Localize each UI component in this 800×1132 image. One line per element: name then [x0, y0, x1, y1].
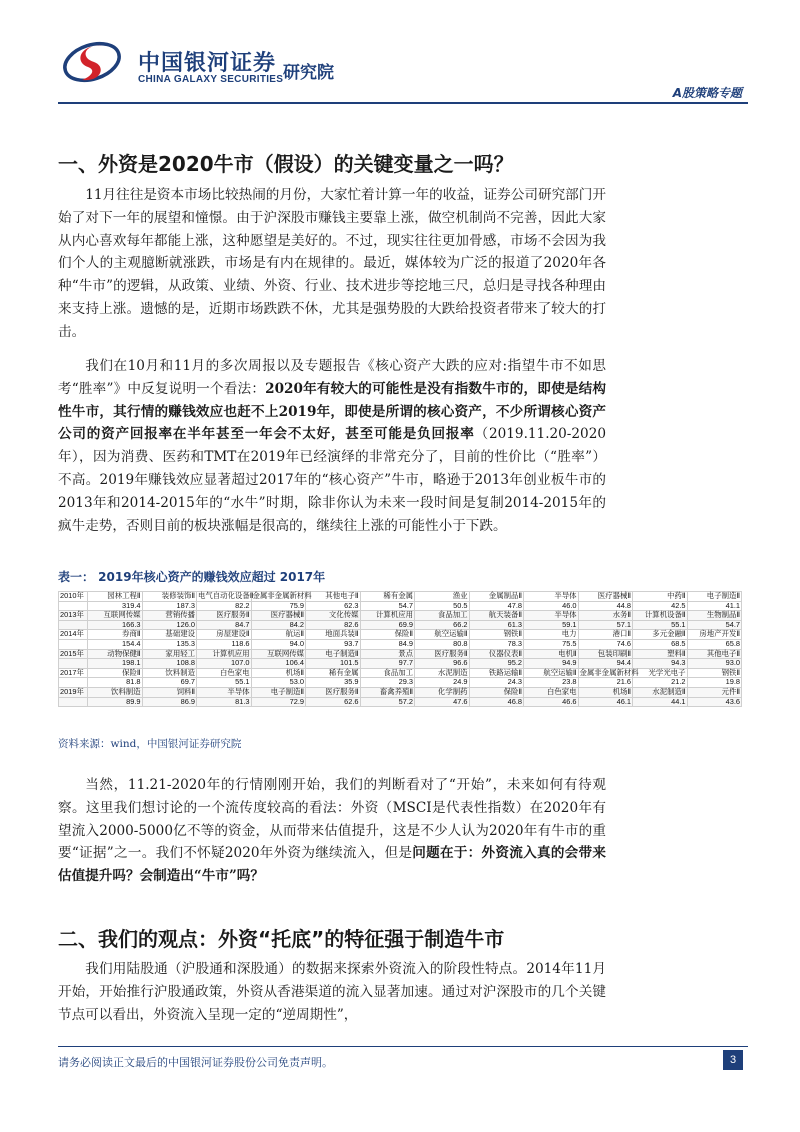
return-value-cell: 21.6 — [578, 678, 633, 688]
table-row-names — [59, 592, 742, 602]
section-1-heading: 一、外资是2020牛市（假设）的关键变量之一吗？ — [58, 152, 514, 176]
industry-name-cell: 白色家电 — [197, 668, 252, 678]
company-logo — [62, 38, 132, 88]
paragraph-4: 我们用陆股通（沪股通和深股通）的数据来探索外资流入的阶段性特点。2014年11月开始，开始推行沪股通政策，外资从香港渠道的流入显著加速。通过对沪深股市的几个关键节点可以看出，外资流入呈现一定的“逆周期性”， — [58, 961, 606, 1023]
return-value-cell: 68.5 — [633, 639, 688, 649]
return-value-cell: 46.8 — [469, 697, 524, 707]
industry-name-cell: 航空运输Ⅱ — [415, 630, 470, 640]
industry-name-cell: 金属非金属新材料 — [579, 667, 639, 677]
return-value-cell: 89.9 — [88, 697, 143, 707]
industry-name-cell: 畜禽养殖Ⅱ — [360, 687, 415, 697]
return-value-cell: 57.1 — [578, 620, 633, 630]
footer-divider — [58, 1046, 748, 1047]
year-cell: 2013年 — [59, 611, 88, 621]
return-value-cell: 59.1 — [524, 620, 579, 630]
return-value-cell: 46.6 — [524, 697, 579, 707]
return-value-cell: 75.9 — [251, 601, 306, 611]
industry-name-cell: 仪器仪表Ⅱ — [469, 649, 524, 659]
table-row-values — [59, 697, 742, 707]
return-value-cell: 74.6 — [578, 639, 633, 649]
empty-cell — [59, 639, 88, 649]
year-cell: 2014年 — [59, 630, 88, 640]
return-value-cell: 108.8 — [142, 659, 197, 669]
return-value-cell: 95.2 — [469, 659, 524, 669]
industry-name-cell: 饮料制造 — [142, 668, 197, 678]
return-value-cell: 43.6 — [687, 697, 742, 707]
industry-name-cell: 半导体 — [524, 592, 579, 602]
industry-name-cell: 钢铁Ⅱ — [687, 668, 742, 678]
industry-name-cell: 食品加工 — [415, 611, 470, 621]
paragraph-2-intro: 我们在10月和11月的多次周报以及专题报告《核心资产大跌的应对:指望牛市不如思考“胜率”》中反复说明一个看法： — [58, 358, 606, 397]
return-value-cell: 106.4 — [251, 659, 306, 669]
return-value-cell: 65.8 — [687, 639, 742, 649]
industry-name-cell: 电子制造Ⅱ — [306, 649, 361, 659]
industry-name-cell: 计算机应用 — [197, 649, 252, 659]
industry-name-cell: 包装印刷Ⅱ — [578, 649, 633, 659]
industry-name-cell: 航空运输Ⅱ — [524, 668, 579, 678]
return-value-cell: 72.9 — [251, 697, 306, 707]
return-value-cell: 187.3 — [142, 601, 197, 611]
industry-name-cell: 文化传媒 — [306, 611, 361, 621]
return-value-cell: 66.2 — [415, 620, 470, 630]
return-value-cell: 84.9 — [360, 639, 415, 649]
industry-name-cell: 电气自动化设备Ⅱ — [198, 591, 254, 600]
industry-name-cell: 水泥制造Ⅱ — [633, 687, 688, 697]
return-value-cell: 107.0 — [197, 659, 252, 669]
return-value-cell: 61.3 — [469, 620, 524, 630]
return-value-cell: 80.8 — [415, 639, 470, 649]
industry-name-cell: 电力 — [524, 630, 579, 640]
paragraph-3-bold: 问题在于：外资流入真的会带来估值提升吗？会制造出“牛市”吗？ — [58, 845, 606, 885]
table-row-values — [59, 678, 742, 688]
return-value-cell: 319.4 — [88, 601, 143, 611]
industry-name-cell: 计算机应用 — [360, 611, 415, 621]
paragraph-2-rest: （2019.11.20-2020年），因为消费、医药和TMT在2019年已经演绎的非常充分了，目前的性价比（“胜率”）不高。2019年赚钱效应显著超过2017年的“核心资产”牛市，略逊于2013年创业板牛市的2013年和2014-2015年的“水牛”时期，除非你认为未来一段时间是复制2014-2015年的疯牛走势，否则目前的板块涨幅是很高的，继续往上涨的可能性小于下跌。 — [58, 426, 606, 534]
return-value-cell: 55.1 — [197, 678, 252, 688]
industry-name-cell: 医疗服务Ⅱ — [306, 687, 361, 697]
return-value-cell: 84.7 — [197, 620, 252, 630]
returns-table — [58, 591, 742, 707]
return-value-cell: 94.9 — [524, 659, 579, 669]
industry-name-cell: 保险Ⅱ — [469, 687, 524, 697]
return-value-cell: 94.4 — [578, 659, 633, 669]
paragraph-2-bold: 2020年有较大的可能性是没有指数牛市的，即使是结构性牛市，其行情的赚钱效应也赶不上2019年，即使是所谓的核心资产，不少所谓核心资产公司的资产回报率在半年甚至一年会不太好，甚至可能是负回报率 — [58, 380, 606, 443]
industry-name-cell: 券商Ⅱ — [88, 630, 143, 640]
industry-name-cell: 稀有金属 — [306, 668, 361, 678]
return-value-cell: 93.7 — [306, 639, 361, 649]
year-cell: 2010年 — [59, 592, 88, 602]
industry-name-cell: 电子制造Ⅱ — [687, 592, 742, 602]
table-source: 资料来源：wind，中国银河证券研究院 — [58, 738, 242, 750]
industry-name-cell: 园林工程Ⅱ — [88, 592, 143, 602]
return-value-cell: 86.9 — [142, 697, 197, 707]
return-value-cell: 57.2 — [360, 697, 415, 707]
return-value-cell: 135.3 — [142, 639, 197, 649]
return-value-cell: 46.1 — [578, 697, 633, 707]
industry-name-cell: 多元金融Ⅱ — [633, 630, 688, 640]
return-value-cell: 96.6 — [415, 659, 470, 669]
return-value-cell: 44.1 — [633, 697, 688, 707]
industry-name-cell: 铁路运输Ⅱ — [469, 668, 524, 678]
industry-name-cell: 景点 — [360, 649, 415, 659]
industry-name-cell: 机场Ⅱ — [251, 668, 306, 678]
industry-name-cell: 渔业 — [415, 592, 470, 602]
table-row-names — [59, 687, 742, 697]
return-value-cell: 94.3 — [633, 659, 688, 669]
industry-name-cell: 饲料Ⅱ — [142, 687, 197, 697]
paragraph-3-intro: 当然，11.21-2020年的行情刚刚开始，我们的判断看对了“开始”，未来如何有待观察。这里我们想讨论的一个流传度较高的看法：外资（MSCI是代表性指数）在2020年有望流入2000-5000亿不等的资金，从而带来估值提升，这是不少人认为2020年有牛市的重要“证据”之一。我们不怀疑2020年外资为继续流入，但是 — [58, 777, 606, 862]
return-value-cell: 62.3 — [306, 601, 361, 611]
industry-name-cell: 半导体 — [197, 687, 252, 697]
table-row-names — [59, 611, 742, 621]
return-value-cell: 198.1 — [88, 659, 143, 669]
return-value-cell: 21.2 — [633, 678, 688, 688]
year-cell: 2015年 — [59, 649, 88, 659]
industry-name-cell: 光学光电子 — [633, 668, 688, 678]
return-value-cell: 54.7 — [687, 620, 742, 630]
industry-name-cell: 白色家电 — [524, 687, 579, 697]
report-type-label: A股策略专题 — [672, 86, 742, 100]
industry-name-cell: 其他电子Ⅱ — [687, 649, 742, 659]
industry-name-cell: 中药Ⅱ — [633, 592, 688, 602]
return-value-cell: 29.3 — [360, 678, 415, 688]
return-value-cell: 81.8 — [88, 678, 143, 688]
industry-name-cell: 金属非金属新材料 — [252, 591, 312, 600]
return-value-cell: 69.7 — [142, 678, 197, 688]
year-cell: 2017年 — [59, 668, 88, 678]
industry-name-cell: 航运Ⅱ — [251, 630, 306, 640]
return-value-cell: 44.8 — [578, 601, 633, 611]
industry-name-cell: 计算机设备Ⅱ — [633, 611, 688, 621]
core-asset-returns-table — [58, 591, 742, 707]
return-value-cell: 54.7 — [360, 601, 415, 611]
industry-name-cell: 生物制品Ⅱ — [687, 611, 742, 621]
industry-name-cell: 元件Ⅱ — [687, 687, 742, 697]
return-value-cell: 94.0 — [251, 639, 306, 649]
industry-name-cell: 互联网传媒 — [88, 611, 143, 621]
return-value-cell: 118.6 — [197, 639, 252, 649]
industry-name-cell: 港口Ⅱ — [578, 630, 633, 640]
industry-name-cell: 动物保健Ⅱ — [88, 649, 143, 659]
empty-cell — [59, 697, 88, 707]
industry-name-cell: 电子制造Ⅱ — [251, 687, 306, 697]
return-value-cell: 19.8 — [687, 678, 742, 688]
return-value-cell: 166.3 — [88, 620, 143, 630]
return-value-cell: 47.8 — [469, 601, 524, 611]
return-value-cell: 46.0 — [524, 601, 579, 611]
industry-name-cell: 房屋建设Ⅱ — [197, 630, 252, 640]
industry-name-cell: 医疗服务Ⅱ — [197, 611, 252, 621]
brand-name-en: CHINA GALAXY SECURITIES — [138, 74, 284, 85]
galaxy-logo-icon — [62, 38, 132, 88]
paragraph-3 — [58, 774, 606, 888]
return-value-cell: 82.6 — [306, 620, 361, 630]
industry-name-cell: 医疗器械Ⅱ — [251, 611, 306, 621]
return-value-cell: 78.3 — [469, 639, 524, 649]
return-value-cell: 47.6 — [415, 697, 470, 707]
industry-name-cell: 基础建设 — [142, 630, 197, 640]
industry-name-cell: 医疗器械Ⅱ — [578, 592, 633, 602]
industry-name-cell: 饮料制造 — [88, 687, 143, 697]
industry-name-cell: 营销传播 — [142, 611, 197, 621]
page-number: 3 — [723, 1050, 743, 1070]
industry-name-cell: 机场Ⅱ — [578, 687, 633, 697]
table-row-values — [59, 659, 742, 669]
return-value-cell: 24.9 — [415, 678, 470, 688]
industry-name-cell: 食品加工 — [360, 668, 415, 678]
return-value-cell: 75.5 — [524, 639, 579, 649]
industry-name-cell: 钢铁Ⅱ — [469, 630, 524, 640]
brand-subtitle: 研究院 — [283, 63, 334, 83]
industry-name-cell: 其他电子Ⅱ — [306, 592, 361, 602]
return-value-cell: 42.5 — [633, 601, 688, 611]
industry-name-cell: 水务Ⅱ — [578, 611, 633, 621]
return-value-cell: 62.6 — [306, 697, 361, 707]
return-value-cell: 53.0 — [251, 678, 306, 688]
section-2-heading: 二、我们的观点：外资“托底”的特征强于制造牛市 — [58, 927, 505, 951]
return-value-cell: 97.7 — [360, 659, 415, 669]
empty-cell — [59, 678, 88, 688]
paragraph-1: 11月往往是资本市场比较热闹的月份，大家忙着计算一年的收益，证券公司研究部门开始了对下一年的展望和憧憬。由于沪深股市赚钱主要靠上涨，做空机制尚不完善，因此大家从内心喜欢每年都能上涨，这种愿望是美好的。不过，现实往往更加骨感，市场不会因为我们个人的主观臆断就涨跌，市场是有内在规律的。最近，媒体较为广泛的报道了2020年各种“牛市”的逻辑，从政策、业绩、外资、行业、技术进步等挖地三尺，总归是寻找各种理由来支持上涨。遗憾的是，近期市场跌跌不休，尤其是强势股的大跌给投资者带来了较大的打击。 — [58, 187, 606, 340]
brand-name-cn: 中国银河证券 — [138, 51, 277, 76]
return-value-cell: 50.5 — [415, 601, 470, 611]
return-value-cell: 55.1 — [633, 620, 688, 630]
industry-name-cell: 金属制品Ⅱ — [469, 592, 524, 602]
industry-name-cell: 保险Ⅱ — [88, 668, 143, 678]
industry-name-cell: 保险Ⅱ — [360, 630, 415, 640]
return-value-cell: 84.2 — [251, 620, 306, 630]
industry-name-cell: 地面兵装Ⅱ — [306, 630, 361, 640]
return-value-cell: 35.9 — [306, 678, 361, 688]
industry-name-cell: 电机Ⅱ — [524, 649, 579, 659]
return-value-cell: 126.0 — [142, 620, 197, 630]
industry-name-cell: 稀有金属 — [360, 592, 415, 602]
return-value-cell: 69.9 — [360, 620, 415, 630]
return-value-cell: 154.4 — [88, 639, 143, 649]
return-value-cell: 93.0 — [687, 659, 742, 669]
return-value-cell: 82.2 — [197, 601, 252, 611]
industry-name-cell: 化学制药 — [415, 687, 470, 697]
return-value-cell: 101.5 — [306, 659, 361, 669]
industry-name-cell: 装修装饰Ⅱ — [142, 592, 197, 602]
industry-name-cell: 房地产开发Ⅱ — [687, 630, 742, 640]
footer-disclaimer: 请务必阅读正文最后的中国银河证券股份公司免责声明。 — [58, 1056, 333, 1069]
industry-name-cell: 塑料Ⅱ — [633, 649, 688, 659]
industry-name-cell: 半导体 — [524, 611, 579, 621]
industry-name-cell: 互联网传媒 — [251, 649, 306, 659]
table-row-values — [59, 639, 742, 649]
paragraph-2 — [58, 355, 606, 537]
return-value-cell: 24.3 — [469, 678, 524, 688]
industry-name-cell: 航天装备Ⅱ — [469, 611, 524, 621]
header-divider — [58, 102, 748, 104]
industry-name-cell: 医疗服务Ⅱ — [415, 649, 470, 659]
industry-name-cell: 水泥制造 — [415, 668, 470, 678]
return-value-cell: 23.8 — [524, 678, 579, 688]
year-cell: 2019年 — [59, 687, 88, 697]
industry-name-cell: 家用轻工 — [142, 649, 197, 659]
return-value-cell: 81.3 — [197, 697, 252, 707]
table-caption: 表一： 2019年核心资产的赚钱效应超过 2017年 — [58, 570, 326, 584]
empty-cell — [59, 659, 88, 669]
return-value-cell: 41.1 — [687, 601, 742, 611]
